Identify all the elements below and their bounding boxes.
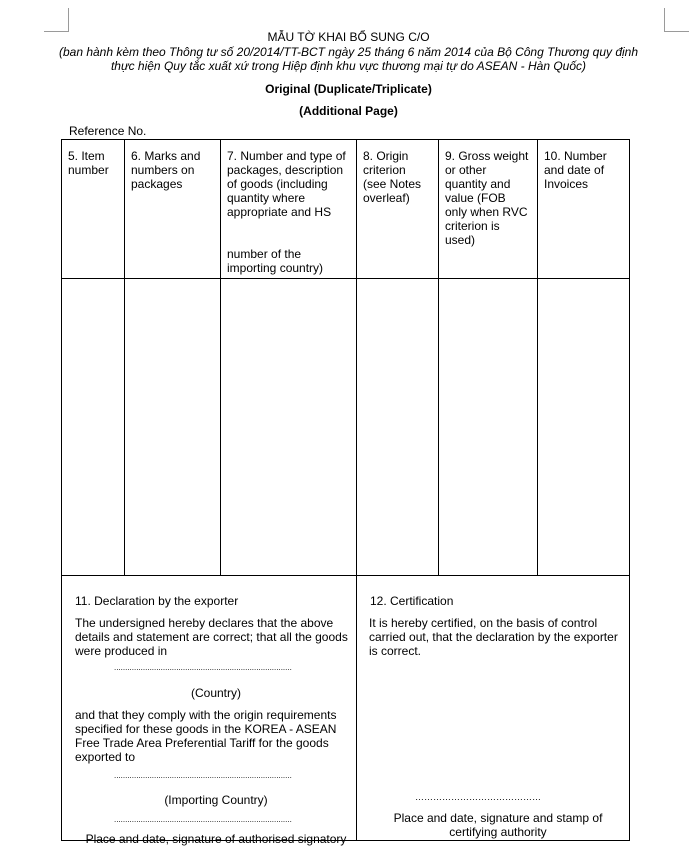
signatory-dotted-line[interactable]: ................................................................................ — [114, 815, 292, 824]
col-header-line: 10. Number — [544, 149, 607, 163]
form-title: MẪU TỜ KHAI BỔ SUNG C/O — [267, 30, 430, 44]
declaration-para-2 — [75, 708, 363, 764]
col-header-line: criterion is — [445, 219, 500, 233]
declaration-line: details and statement are correct; that all the goods — [75, 630, 348, 644]
country-dotted-line[interactable]: ................................................................................ — [114, 663, 292, 672]
col-header-line: or other — [445, 163, 487, 177]
certification-title: 12. Certification — [370, 594, 454, 608]
col-header-line: packages, description — [227, 163, 344, 177]
declaration-line: exported to — [75, 750, 136, 764]
item-number-cell[interactable] — [62, 279, 125, 576]
col-item-number — [62, 140, 125, 279]
col-header-line: numbers on — [131, 163, 195, 177]
description-cell[interactable] — [221, 279, 357, 576]
certification-line: is correct. — [369, 644, 422, 658]
col-header-line: 6. Marks and — [131, 149, 201, 163]
col-header-line: only when RVC — [445, 205, 528, 219]
weight-cell[interactable] — [439, 279, 538, 576]
col-header-line: number — [68, 163, 109, 177]
signature-row — [62, 576, 630, 841]
declaration-line: Free Trade Area Preferential Tariff for the goods — [75, 736, 329, 750]
col-header-line: number of the — [227, 247, 302, 261]
col-marks-numbers — [125, 140, 221, 279]
certifying-sign-line-2: certifying authority — [449, 825, 547, 839]
importing-country-label: (Importing Country) — [164, 793, 268, 807]
col-header-line: value (FOB — [445, 191, 506, 205]
crop-mark-tr-v — [664, 8, 665, 32]
col-header-line — [227, 219, 350, 233]
col-header-line: of goods (including — [227, 177, 328, 191]
col-goods-description — [221, 140, 357, 279]
goods-entry-row — [62, 279, 630, 576]
certification-line: It is hereby certified, on the basis of control — [369, 616, 598, 630]
declaration-line: were produced in — [75, 644, 168, 658]
col-header-text — [131, 149, 214, 191]
col-header-line: overleaf) — [363, 191, 410, 205]
header-row — [62, 140, 630, 279]
declaration-line: The undersigned hereby declares that the above — [75, 616, 334, 630]
col-header-line: importing country) — [227, 261, 324, 275]
origin-cell[interactable] — [357, 279, 439, 576]
certificate-table — [61, 139, 630, 846]
original-label: Original (Duplicate/Triplicate) — [265, 82, 432, 96]
certification-cell — [357, 576, 630, 841]
col-header-text — [227, 149, 350, 275]
col-gross-weight — [439, 140, 538, 279]
col-header-text — [544, 149, 623, 191]
col-header-line: appropriate and HS — [227, 205, 332, 219]
reference-no-label: Reference No. — [69, 124, 147, 138]
col-header-line: 7. Number and type of — [227, 149, 346, 163]
certification-para — [369, 616, 633, 658]
col-header-line — [227, 233, 350, 247]
col-header-text — [68, 149, 118, 177]
country-label: (Country) — [190, 686, 241, 700]
col-header-line: 5. Item — [68, 149, 105, 163]
col-header-line: criterion — [363, 163, 406, 177]
invoice-cell[interactable] — [538, 279, 630, 576]
certification-line: carried out, that the declaration by the exporter — [369, 630, 618, 644]
col-header-line: Invoices — [544, 177, 589, 191]
declaration-line: and that they comply with the origin requirements — [75, 708, 337, 722]
col-header-line: 8. Origin — [363, 149, 409, 163]
col-invoices — [538, 140, 630, 279]
additional-page-label: (Additional Page) — [299, 104, 398, 118]
certifying-sign-line-1: Place and date, signature and stamp of — [393, 811, 603, 825]
col-header-line: quantity where — [227, 191, 306, 205]
col-header-text — [445, 149, 531, 247]
declaration-line: specified for these goods in the KOREA - ASEAN — [75, 722, 337, 736]
col-header-line: quantity and — [445, 177, 511, 191]
subtitle-line-2: thực hiện Quy tắc xuất xứ trong Hiệp định khu vực thương mại tự do ASEAN - Hàn Quốc) — [110, 59, 587, 73]
col-header-line: and date of — [544, 163, 605, 177]
certifying-dotted-line[interactable]: …………………………………… — [415, 792, 541, 802]
col-header-line: (see Notes — [363, 177, 422, 191]
declaration-title: 11. Declaration by the exporter — [75, 594, 239, 608]
col-origin-criterion — [357, 140, 439, 279]
marks-cell[interactable] — [125, 279, 221, 576]
form-subtitle — [0, 45, 697, 73]
crop-mark-tl-v — [68, 8, 69, 32]
declaration-cell — [62, 576, 357, 846]
col-header-text — [363, 149, 432, 205]
importing-country-dotted-line[interactable]: ................................................................................ — [114, 771, 292, 780]
declaration-para-1 — [75, 616, 360, 658]
col-header-line: used) — [445, 233, 476, 247]
col-header-line: 9. Gross weight — [445, 149, 529, 163]
col-header-line: packages — [131, 177, 183, 191]
signatory-label: Place and date, signature of authorised signatory — [85, 832, 347, 846]
subtitle-line-1: (ban hành kèm theo Thông tư số 20/2014/TT-BCT ngày 25 tháng 6 năm 2014 của Bộ Công Thương quy định — [58, 45, 639, 59]
